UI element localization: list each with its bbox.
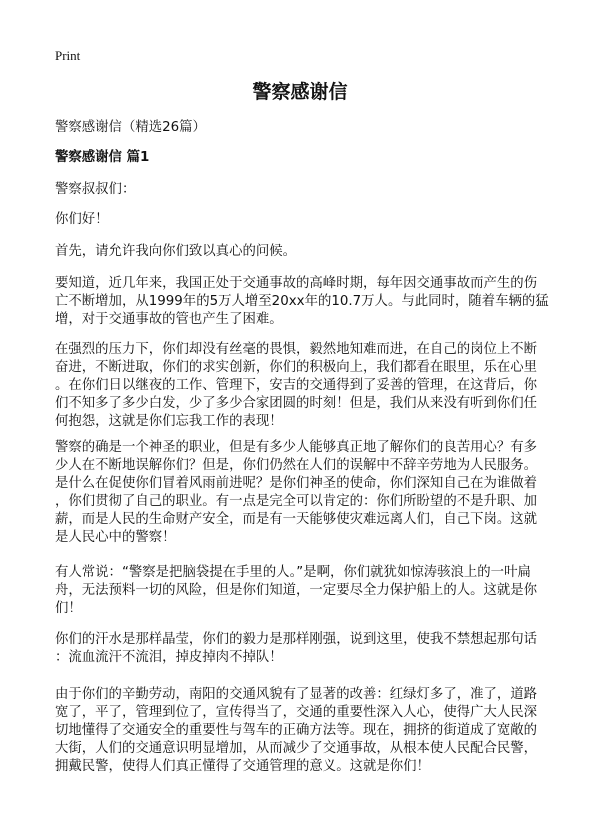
paragraph-line: 。在你们日以继夜的工作、管理下，安吉的交通得到了妥善的管理，在这背后，你 [55, 378, 538, 393]
paragraph-line: ，你们贯彻了自己的职业。有一点是完全可以肯定的：你们所盼望的不是升职、加 [55, 494, 538, 509]
paragraph [55, 439, 537, 547]
print-link[interactable]: Print [55, 48, 81, 63]
page-title: 警察感谢信 [252, 81, 348, 103]
paragraph [55, 211, 109, 229]
paragraph-line: 少人在不断地误解你们？但是，你们仍然在人们的误解中不辞辛劳地为人民服务。 [55, 458, 538, 473]
paragraph-line: 大街，人们的交通意识明显增加，从而减少了交通事故，从根本使人民配合民警， [55, 741, 538, 756]
section-heading: 警察感谢信 篇1 [55, 150, 150, 165]
paragraph-line: 要知道，近几年来，我国正处于交通事故的高峰时期，每年因交通事故而产生的伤 [55, 276, 538, 291]
paragraph [55, 243, 296, 261]
paragraph-line: ：流血流汗不流泪，掉皮掉肉不掉队！ [55, 650, 283, 665]
paragraph-line: 拥戴民警，使得人们真正懂得了交通管理的意义。这就是你们！ [55, 759, 430, 774]
paragraph-line: 何抱怨，这就是你们忘我工作的表现！ [55, 414, 283, 429]
paragraph-line: 在强烈的压力下，你们却没有丝毫的畏惧，毅然地知难而进，在自己的岗位上不断 [55, 342, 538, 357]
paragraph [55, 181, 135, 199]
paragraph-line: 薪，而是人民的生命财产安全，而是有一天能够使灾难远离人们，自己下岗。这就 [55, 512, 538, 527]
paragraph-line: 你们好！ [55, 212, 109, 227]
paragraph [55, 275, 549, 329]
paragraph [55, 631, 537, 667]
paragraph-line: 们不知多了多少白发，少了多少合家团圆的时刻！但是，我们从来没有听到你们任 [55, 396, 538, 411]
paragraph-line: 首先，请允许我向你们致以真心的问候。 [55, 244, 297, 259]
paragraph-line: 警察的确是一个神圣的职业，但是有多少人能够真正地了解你们的良苦用心？有多 [55, 440, 538, 455]
paragraph-line: 有人常说：“警察是把脑袋提在手里的人。”是啊，你们就犹如惊涛骇浪上的一叶扁 [55, 565, 531, 580]
paragraph-line: 宽了，平了，管理到位了，宣传得当了，交通的重要性深入人心，使得广大人民深 [55, 705, 538, 720]
paragraph [55, 686, 537, 776]
paragraph [55, 341, 537, 431]
paragraph-line: 是什么在促使你们冒着风雨前进呢？是你们神圣的使命，你们深知自己在为谁做着 [55, 476, 538, 491]
paragraph-line: 增，对于交通事故的管也产生了困难。 [55, 312, 283, 327]
paragraph [55, 564, 537, 618]
paragraph-line: 警察叔叔们： [55, 182, 136, 197]
paragraph-line: 是人民心中的警察！ [55, 530, 176, 545]
paragraph-line: 亡不断增加，从1999年的5万人增至20xx年的10.7万人。与此同时，随着车辆的猛 [55, 294, 549, 309]
paragraph-line: 舟，无法预料一切的风险，但是你们知道，一定要尽全力保护船上的人。这就是你 [55, 583, 538, 598]
paragraph-line: 奋进，不断进取，你们的求实创新，你们的积极向上，我们都看在眼里，乐在心里 [55, 360, 538, 375]
paragraph-line: 你们的汗水是那样晶莹，你们的毅力是那样刚强，说到这里，使我不禁想起那句话 [55, 632, 538, 647]
paragraph-line: 由于你们的辛勤劳动，南阳的交通风貌有了显著的改善：红绿灯多了，准了，道路 [55, 687, 538, 702]
paragraph-line: 切地懂得了交通安全的重要性与驾车的正确方法等。现在，拥挤的街道成了宽敞的 [55, 723, 538, 738]
document-subtitle: 警察感谢信（精选26篇） [55, 120, 206, 135]
paragraph-line: 们！ [55, 601, 82, 616]
